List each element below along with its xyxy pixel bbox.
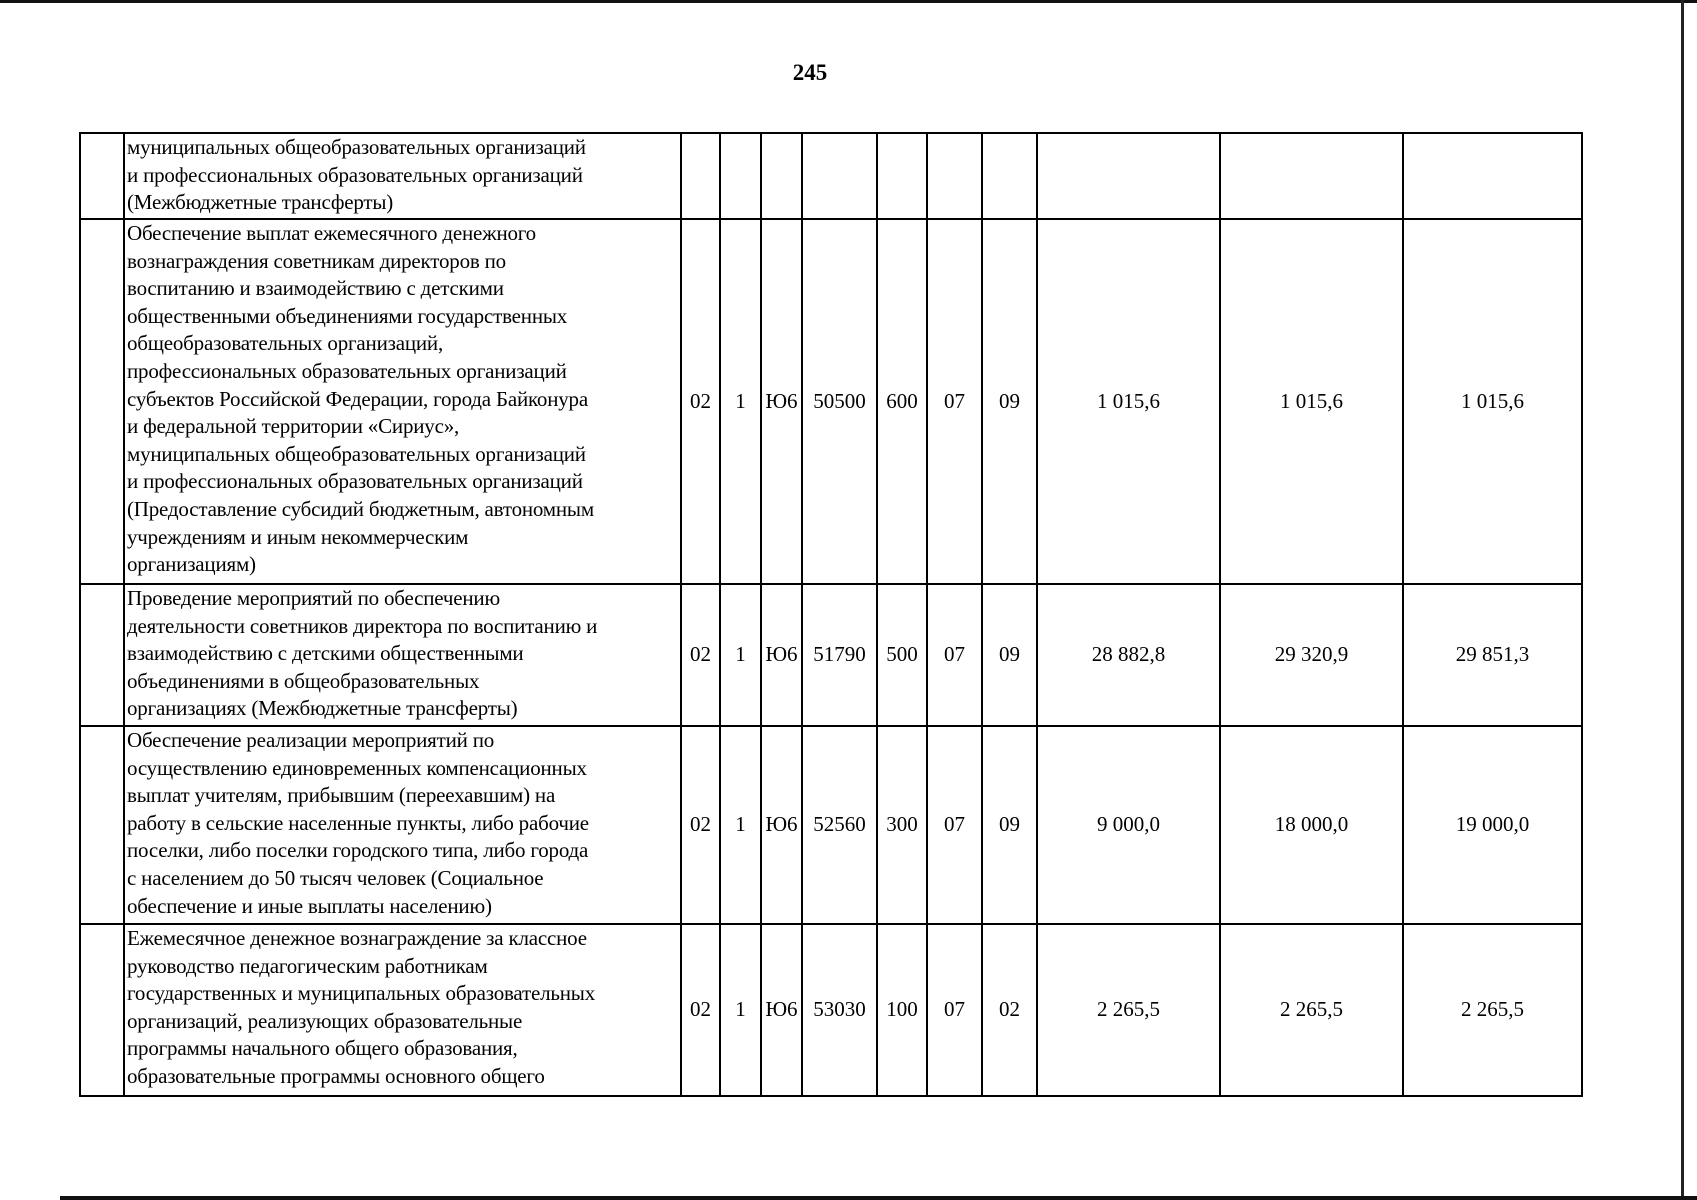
description-line: профессиональных образовательных организаций	[127, 358, 567, 383]
section-cell: 07	[927, 219, 982, 584]
program-code-cell: 02	[681, 924, 720, 1096]
amount-year3-cell: 29 851,3	[1403, 584, 1582, 726]
description-line: общественными объединениями государственных	[127, 303, 568, 328]
program-code-cell: 02	[681, 219, 720, 584]
description-line: поселки, либо поселки городского типа, либо города	[127, 838, 589, 863]
project-code-cell: Ю6	[761, 219, 802, 584]
direction-code-cell: 50500	[802, 219, 877, 584]
project-code-cell	[761, 133, 802, 219]
row-index-cell	[80, 219, 124, 584]
description-line: Обеспечение реализации мероприятий по	[127, 728, 495, 752]
description-line: деятельности советников директора по воспитанию и	[127, 613, 598, 638]
amount-year3-cell: 2 265,5	[1403, 924, 1582, 1096]
row-index-cell	[80, 726, 124, 924]
subsection-cell: 02	[982, 924, 1037, 1096]
row-index-cell	[80, 584, 124, 726]
expense-type-cell: 600	[877, 219, 927, 584]
amount-year1-cell: 2 265,5	[1037, 924, 1220, 1096]
subprogram-code-cell: 1	[720, 924, 761, 1096]
subprogram-code-cell: 1	[720, 219, 761, 584]
subprogram-code-cell: 1	[720, 584, 761, 726]
amount-year2-cell	[1220, 133, 1403, 219]
description-line: учреждениям и иным некоммерческим	[127, 524, 469, 549]
section-cell: 07	[927, 584, 982, 726]
direction-code-cell: 53030	[802, 924, 877, 1096]
section-cell	[927, 133, 982, 219]
description-line: обеспечение и иные выплаты населению)	[127, 893, 492, 918]
program-code-cell: 02	[681, 584, 720, 726]
project-code-cell: Ю6	[761, 924, 802, 1096]
page-number: 245	[792, 60, 828, 85]
amount-year2-cell: 2 265,5	[1220, 924, 1403, 1096]
amount-year1-cell: 28 882,8	[1037, 584, 1220, 726]
amount-year3-cell: 19 000,0	[1403, 726, 1582, 924]
scan-bottom-border	[60, 1196, 1697, 1200]
subsection-cell: 09	[982, 584, 1037, 726]
description-line: осуществлению единовременных компенсационных	[127, 755, 587, 780]
description-line: руководство педагогическим работникам	[127, 953, 488, 978]
section-cell: 07	[927, 924, 982, 1096]
table-row	[80, 219, 1582, 584]
amount-year3-cell	[1403, 133, 1582, 219]
subprogram-code-cell	[720, 133, 761, 219]
amount-year3-cell: 1 015,6	[1403, 219, 1582, 584]
table-row	[80, 924, 1582, 1096]
row-index-cell	[80, 133, 124, 219]
project-code-cell: Ю6	[761, 584, 802, 726]
description-line: субъектов Российской Федерации, города Байконура	[127, 386, 588, 411]
table-row	[80, 133, 1582, 219]
direction-code-cell	[802, 133, 877, 219]
description-line: воспитанию и взаимодействию с детскими	[127, 276, 504, 301]
description-line: объединениями в общеобразовательных	[127, 668, 480, 693]
description-line: (Межбюджетные трансферты)	[127, 190, 394, 215]
description-line: и федеральной территории «Сириус»,	[127, 414, 460, 439]
description-line: Проведение мероприятий по обеспечению	[127, 586, 500, 610]
description-line: государственных и муниципальных образовательных	[127, 981, 596, 1006]
description-line: Обеспечение выплат ежемесячного денежного	[127, 221, 536, 245]
description-line: работу в сельские населенные пункты, либо рабочие	[127, 810, 589, 835]
description-line: вознаграждения советникам директоров по	[127, 248, 506, 273]
project-code-cell: Ю6	[761, 726, 802, 924]
amount-year1-cell: 9 000,0	[1037, 726, 1220, 924]
table-body	[80, 133, 1582, 1096]
subsection-cell: 09	[982, 219, 1037, 584]
direction-code-cell: 51790	[802, 584, 877, 726]
table-row	[80, 726, 1582, 924]
table-row	[80, 584, 1582, 726]
description-line: выплат учителям, прибывшим (переехавшим) на	[127, 783, 556, 808]
description-line: муниципальных общеобразовательных организаций	[127, 135, 586, 159]
section-cell: 07	[927, 726, 982, 924]
description-line: Ежемесячное денежное вознаграждение за классное	[127, 926, 587, 950]
subsection-cell: 09	[982, 726, 1037, 924]
program-code-cell	[681, 133, 720, 219]
amount-year2-cell: 29 320,9	[1220, 584, 1403, 726]
description-line: организациям)	[127, 552, 256, 577]
description-cell	[124, 924, 681, 1096]
expense-type-cell: 100	[877, 924, 927, 1096]
description-cell	[124, 726, 681, 924]
budget-table	[79, 132, 1583, 1097]
description-line: организациях (Межбюджетные трансферты)	[127, 696, 518, 721]
subprogram-code-cell: 1	[720, 726, 761, 924]
description-cell	[124, 219, 681, 584]
scan-right-border	[1681, 0, 1684, 1200]
amount-year1-cell: 1 015,6	[1037, 219, 1220, 584]
description-line: (Предоставление субсидий бюджетным, автономным	[127, 496, 594, 521]
amount-year1-cell	[1037, 133, 1220, 219]
description-line: муниципальных общеобразовательных организаций	[127, 441, 586, 466]
description-line: программы начального общего образования,	[127, 1036, 518, 1061]
row-index-cell	[80, 924, 124, 1096]
expense-type-cell	[877, 133, 927, 219]
scan-top-border	[0, 0, 1697, 3]
subsection-cell	[982, 133, 1037, 219]
description-line: организаций, реализующих образовательные	[127, 1008, 523, 1033]
amount-year2-cell: 1 015,6	[1220, 219, 1403, 584]
description-line: и профессиональных образовательных организаций	[127, 162, 583, 187]
description-line: и профессиональных образовательных организаций	[127, 469, 583, 494]
expense-type-cell: 500	[877, 584, 927, 726]
amount-year2-cell: 18 000,0	[1220, 726, 1403, 924]
description-cell	[124, 133, 681, 219]
description-line: образовательные программы основного общего	[127, 1063, 545, 1088]
description-line: взаимодействию с детскими общественными	[127, 641, 524, 666]
direction-code-cell: 52560	[802, 726, 877, 924]
expense-type-cell: 300	[877, 726, 927, 924]
description-line: с населением до 50 тысяч человек (Социальное	[127, 865, 544, 890]
description-cell	[124, 584, 681, 726]
description-line: общеобразовательных организаций,	[127, 331, 444, 356]
program-code-cell: 02	[681, 726, 720, 924]
